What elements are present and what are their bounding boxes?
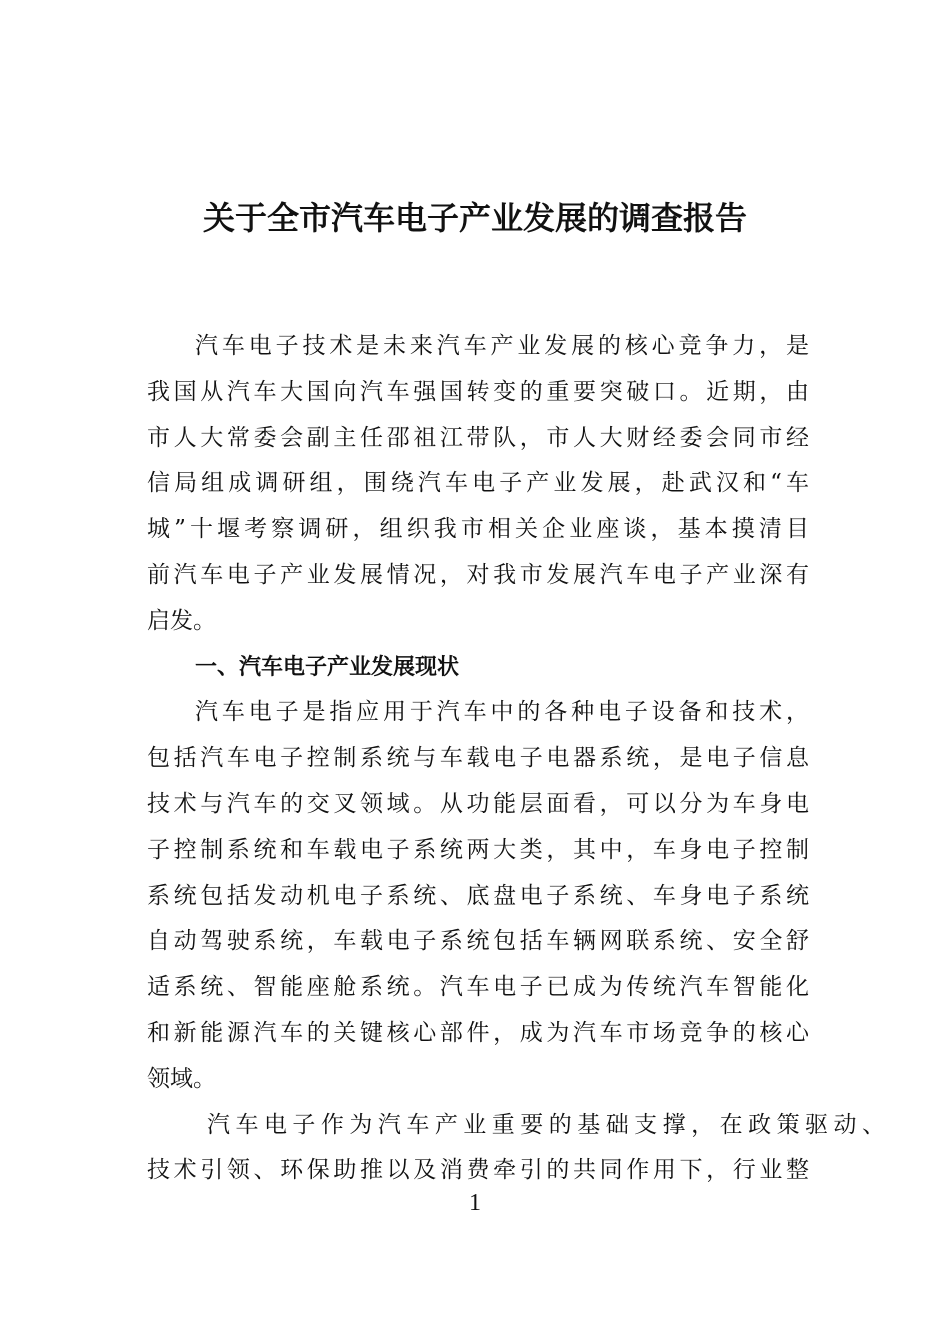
section-heading: 一、汽车电子产业发展现状 (195, 654, 460, 680)
document-title: 关于全市汽车电子产业发展的调查报告 (202, 199, 747, 237)
paragraph-line: 汽车电子技术是未来汽车产业发展的核心竞争力，是 (195, 333, 809, 359)
paragraph-line: 自动驾驶系统，车载电子系统包括车辆网联系统、安全舒 (147, 928, 809, 955)
paragraph-line: 前汽车电子产业发展情况，对我市发展汽车电子产业深有 (147, 561, 809, 588)
paragraph-line: 和新能源汽车的关键核心部件，成为汽车市场竞争的核心 (147, 1019, 809, 1046)
paragraph-line: 包括汽车电子控制系统与车载电子电器系统，是电子信息 (147, 745, 809, 772)
paragraph-line: 领域。 (147, 1065, 216, 1092)
page-number: 1 (469, 1190, 481, 1216)
paragraph-line: 技术引领、环保助推以及消费牵引的共同作用下，行业整 (147, 1157, 809, 1184)
paragraph-line: 系统包括发动机电子系统、底盘电子系统、车身电子系统 (147, 882, 809, 909)
paragraph-line: 市人大常委会副主任邵祖江带队，市人大财经委会同市经 (147, 424, 809, 451)
paragraph-line: 子控制系统和车载电子系统两大类，其中，车身电子控制 (147, 836, 809, 863)
paragraph-line: 适系统、智能座舱系统。汽车电子已成为传统汽车智能化 (147, 974, 809, 1001)
paragraph-line: 技术与汽车的交叉领域。从功能层面看，可以分为车身电 (147, 790, 809, 817)
paragraph-line: 汽车电子是指应用于汽车中的各种电子设备和技术， (195, 699, 809, 726)
paragraph-line: 汽车电子作为汽车产业重要的基础支撑，在政策驱动、 (207, 1111, 885, 1138)
paragraph-line: 启发。 (147, 607, 216, 634)
paragraph-line: 信局组成调研组，围绕汽车电子产业发展，赴武汉和“车 (147, 470, 809, 497)
paragraph-line: 城”十堰考察调研，组织我市相关企业座谈，基本摸清目 (147, 516, 809, 543)
document-body (147, 324, 885, 1194)
paragraph-line: 我国从汽车大国向汽车强国转变的重要突破口。近期，由 (147, 378, 809, 405)
